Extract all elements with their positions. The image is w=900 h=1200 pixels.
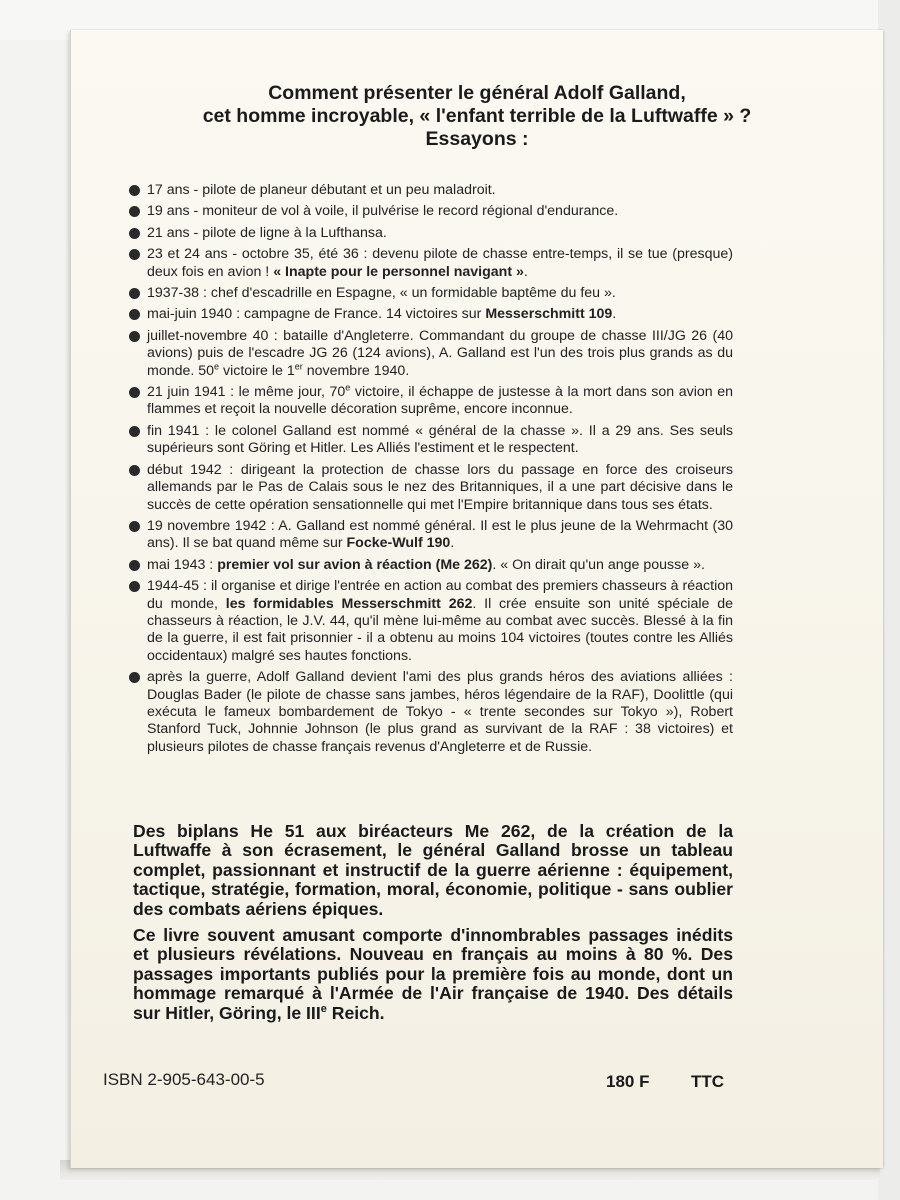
bullet-dot-icon xyxy=(129,288,140,299)
bullet-item: mai-juin 1940 : campagne de France. 14 victoires sur Messerschmitt 109. xyxy=(129,306,733,323)
bullet-item: 21 juin 1941 : le même jour, 70e victoire, il échappe de justesse à la mort dans son avion en flammes et reçoit la nouvelle décoration suprême, encore inconnue. xyxy=(129,384,733,419)
bullet-item: 19 novembre 1942 : A. Galland est nommé général. Il est le plus jeune de la Wehrmacht (30 ans). Il se bat quand même sur Focke-Wulf 190. xyxy=(129,518,733,553)
bullet-dot-icon xyxy=(129,249,140,260)
bullet-item: 23 et 24 ans - octobre 35, été 36 : devenu pilote de chasse entre-temps, il se tue (presque) deux fois en avion ! « Inapte pour le personnel navigant ». xyxy=(129,246,733,281)
bullet-dot-icon xyxy=(129,228,140,239)
heading-line-3: Essayons : xyxy=(425,128,529,150)
bullet-item: 21 ans - pilote de ligne à la Lufthansa. xyxy=(129,225,733,242)
bullet-dot-icon xyxy=(129,331,140,342)
bullet-item: mai 1943 : premier vol sur avion à réaction (Me 262). « On dirait qu'un ange pousse ». xyxy=(129,557,733,574)
bullet-item: début 1942 : dirigeant la protection de chasse lors du passage en force des croiseurs allemands par le Pas de Calais sous le nez des Britanniques, il a une part décisive dans le succès de cette opération sensationnelle qui met l'Empire britannique dans tous ses états. xyxy=(129,462,733,514)
bullet-dot-icon xyxy=(129,521,140,532)
bullet-dot-icon xyxy=(129,426,140,437)
bullet-dot-icon xyxy=(129,672,140,683)
bullet-item: 17 ans - pilote de planeur débutant et un peu maladroit. xyxy=(129,182,733,199)
heading-line-1: Comment présenter le général Adolf Galland, xyxy=(268,82,686,104)
bullet-item: juillet-novembre 40 : bataille d'Angleterre. Commandant du groupe de chasse III/JG 26 (40 avions) puis de l'escadre JG 26 (124 avions), A. Galland est l'un des trois plus grands as du monde. 50e victoire le 1er novembre 1940. xyxy=(129,328,733,380)
bullet-dot-icon xyxy=(129,185,140,196)
bullet-item: après la guerre, Adolf Galland devient l'ami des plus grands héros des aviations alliées : Douglas Bader (le pilote de chasse sans jambes, héros légendaire de la RAF), Doolittle (qui exécuta le fameux bombardement de Tokyo - « trente secondes sur Tokyo »), Robert Stanford Tuck, Johnnie Johnson (le plus grand as survivant de la RAF : 38 victoires) et plusieurs pilotes de chasse français revenus d'Angleterre et de Russie. xyxy=(129,669,733,756)
heading-line-2: cet homme incroyable, « l'enfant terrible de la Luftwaffe » ? xyxy=(202,105,752,127)
price: 180 F xyxy=(606,1072,650,1091)
cover-heading xyxy=(71,82,883,151)
bullet-item: 1937-38 : chef d'escadrille en Espagne, « un formidable baptême du feu ». xyxy=(129,285,733,302)
bullet-dot-icon xyxy=(129,309,140,320)
bullet-dot-icon xyxy=(129,560,140,571)
bullet-item: 1944-45 : il organise et dirige l'entrée en action au combat des premiers chasseurs à réaction du monde, les formidables Messerschmitt 262. Il crée ensuite son unité spéciale de chasseurs à réaction, le J.V. 44, qu'il mène lui-même au combat avec succès. Blessé à la fin de la guerre, il est fait prisonnier - il a obtenu au moins 104 victoires (toutes contre les Alliés occidentaux) malgré ses hautes fonctions. xyxy=(129,578,733,665)
bullet-dot-icon xyxy=(129,387,140,398)
bullet-item: fin 1941 : le colonel Galland est nommé « général de la chasse ». Il a 29 ans. Ses seuls supérieurs sont Göring et Hitler. Les Alliés l'estiment et le respectent. xyxy=(129,423,733,458)
bullet-item: 19 ans - moniteur de vol à voile, il pulvérise le record régional d'endurance. xyxy=(129,203,733,220)
tax-label: TTC xyxy=(691,1072,725,1091)
book-back-cover xyxy=(70,30,883,1168)
bullet-dot-icon xyxy=(129,206,140,217)
isbn-number: ISBN 2-905-643-00-5 xyxy=(103,1070,265,1089)
summary-paragraph-2: Ce livre souvent amusant comporte d'innombrables passages inédits et plusieurs révélations. Nouveau en français au moins à 80 %. Des passages importants publiés pour la première fois au monde, dont un hommage remarqué à l'Armée de l'Air française de 1940. Des détails sur Hitler, Göring, le IIIe Reich. xyxy=(133,925,733,1023)
bullet-dot-icon xyxy=(129,465,140,476)
summary-paragraph-1: Des biplans He 51 aux biréacteurs Me 262, de la création de la Luftwaffe à son écrasement, le général Galland brosse un tableau complet, passionnant et instructif de la guerre aérienne : équipement, tactique, stratégie, formation, moral, économie, politique - sans oublier des combats aériens épiques. xyxy=(133,821,733,919)
bullet-dot-icon xyxy=(129,581,140,592)
biography-bullet-list xyxy=(129,182,733,760)
